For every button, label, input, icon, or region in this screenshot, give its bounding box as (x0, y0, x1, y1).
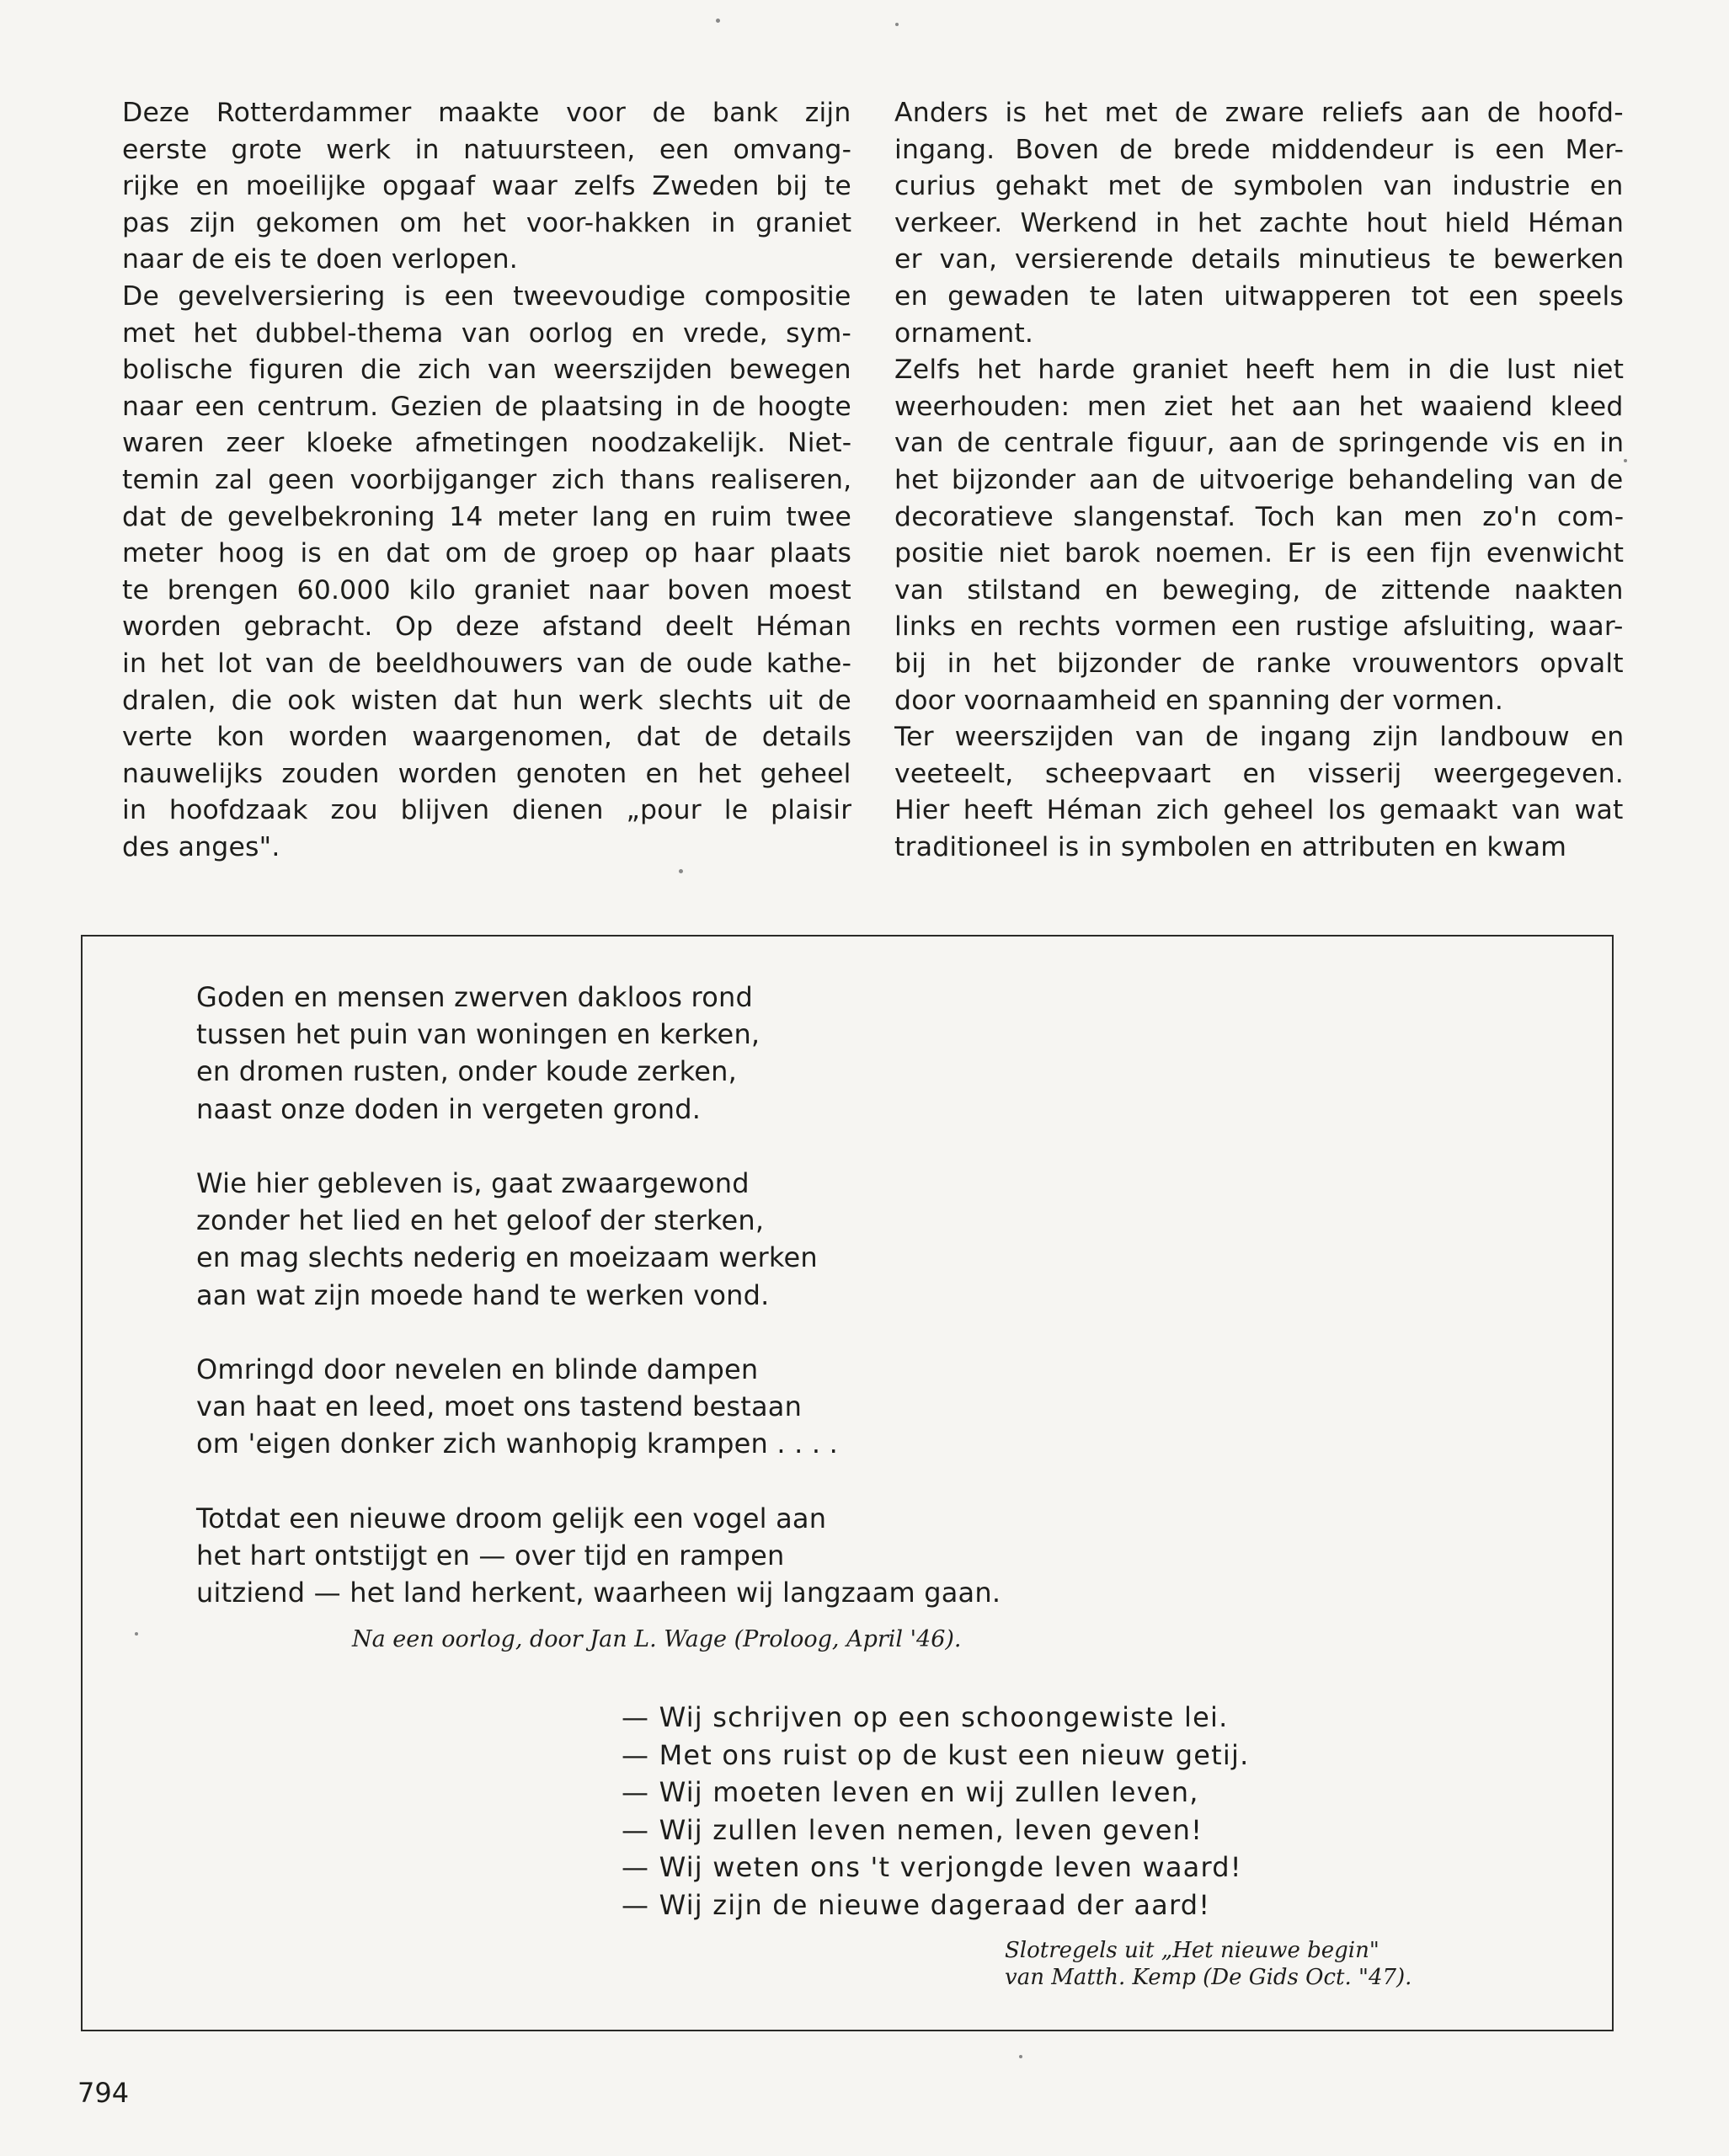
scan-speck (895, 23, 899, 26)
scan-speck (135, 1632, 138, 1636)
text-line: positie niet barok noemen. Er is een fijn evenwicht (894, 538, 1624, 569)
text-line: temin zal geen voorbijganger zich thans realiseren, (122, 464, 851, 495)
text-line: bij in het bijzonder de ranke vrouwentors opvalt (894, 648, 1624, 679)
text-line: dat de gevelbekroning 14 meter lang en ruim twee (122, 501, 851, 532)
text-line: rijke en moeilijke opgaaf waar zelfs Zweden bij te (122, 171, 851, 202)
attribution-line: Slotregels uit „Het nieuwe begin" (1005, 1938, 1379, 1963)
text-line: Ter weerszijden van de ingang zijn landbouw en (894, 722, 1624, 753)
verse-line: van haat en leed, moet ons tastend bestaan (196, 1390, 803, 1423)
poem-stanza-4 (196, 1500, 1001, 1612)
text-line: ornament. (894, 318, 1034, 349)
right-paragraph-2 (894, 352, 1624, 719)
verse-line: — Wij schrijven op een schoongewiste lei. (622, 1701, 1229, 1733)
left-paragraph-2 (122, 279, 851, 867)
text-line: nauwelijks zouden worden genoten en het geheel (122, 758, 851, 789)
text-line: De gevelversiering is een tweevoudige compositie (122, 280, 851, 312)
text-line: verkeer. Werkend in het zachte hout hield Héman (894, 207, 1624, 238)
poem-stanza-3 (196, 1351, 1001, 1463)
text-line: in hoofdzaak zou blijven dienen „pour le plaisir (122, 795, 851, 826)
verse-line: Goden en mensen zwerven dakloos rond (196, 981, 753, 1013)
text-line: er van, versierende details minutieus te bewerken (894, 244, 1624, 275)
text-line: Deze Rotterdammer maakte voor de bank zijn (122, 98, 851, 128)
poem-na-een-oorlog (196, 979, 1001, 1611)
scan-speck (1019, 2055, 1022, 2058)
text-line: in het lot van de beeldhouwers van de oude kathe- (122, 648, 851, 679)
text-line: veeteelt, scheepvaart en visserij weergegeven. (894, 758, 1624, 789)
verse-line: — Wij moeten leven en wij zullen leven, (622, 1776, 1199, 1809)
text-line: traditioneel is in symbolen en attributen en kwam (894, 831, 1567, 862)
text-line: waren zeer kloeke afmetingen noodzakelijk. Niet- (122, 428, 851, 459)
verse-line: tussen het puin van woningen en kerken, (196, 1018, 760, 1051)
scan-speck (679, 869, 683, 873)
verse-line: en mag slechts nederig en moeizaam werken (196, 1241, 818, 1274)
verse-line: aan wat zijn moede hand te werken vond. (196, 1278, 770, 1311)
text-line: verte kon worden waargenomen, dat de details (122, 722, 851, 753)
left-column (122, 95, 851, 866)
text-line: en gewaden te laten uitwapperen tot een speels (894, 280, 1624, 312)
verse-line: Omringd door nevelen en blinde dampen (196, 1353, 759, 1385)
verse-line: het hart ontstijgt en — over tijd en rampen (196, 1540, 785, 1572)
text-line: naar de eis te doen verlopen. (122, 244, 518, 275)
poem-stanza-2 (196, 1165, 1001, 1314)
text-line: links en rechts vormen een rustige afsluiting, waar- (894, 611, 1624, 643)
text-line: ingang. Boven de brede middendeur is een Mer- (894, 134, 1624, 165)
verse-line: — Wij weten ons 't verjongde leven waard! (622, 1851, 1242, 1884)
poem-2-attribution (1005, 1937, 1411, 1991)
verse-line: naast onze doden in vergeten grond. (196, 1092, 702, 1125)
verse-line: Wie hier gebleven is, gaat zwaargewond (196, 1167, 750, 1199)
poem-1-attribution: Na een oorlog, door Jan L. Wage (Proloog, April '46). (352, 1626, 962, 1652)
text-line: het bijzonder aan de uitvoerige behandeling van de (894, 464, 1624, 495)
text-line: door voornaamheid en spanning der vormen. (894, 685, 1504, 716)
right-column (894, 95, 1624, 866)
text-line: Anders is het met de zware reliefs aan de hoofd- (894, 98, 1624, 128)
text-line: van de centrale figuur, aan de springende vis en in (894, 428, 1624, 459)
text-line: Hier heeft Héman zich geheel los gemaakt van wat (894, 795, 1624, 826)
text-line: decoratieve slangenstaf. Toch kan men zo'n com- (894, 501, 1624, 532)
text-line: curius gehakt met de symbolen van industrie en (894, 171, 1624, 202)
verse-line: — Wij zijn de nieuwe dageraad der aard! (622, 1888, 1211, 1921)
page-number: 794 (77, 2077, 130, 2109)
text-line: weerhouden: men ziet het aan het waaiend kleed (894, 391, 1624, 422)
poem-het-nieuwe-begin (622, 1699, 1249, 1924)
verse-line: zonder het lied en het geloof der sterken, (196, 1204, 765, 1237)
verse-line: om 'eigen donker zich wanhopig krampen . . . . (196, 1428, 838, 1460)
text-line: eerste grote werk in natuursteen, een omvang- (122, 134, 851, 165)
text-line: pas zijn gekomen om het voor-hakken in graniet (122, 207, 851, 238)
left-paragraph-1 (122, 95, 851, 279)
text-line: te brengen 60.000 kilo graniet naar boven moest (122, 574, 851, 606)
text-line: worden gebracht. Op deze afstand deelt Héman (122, 611, 851, 643)
verse-line: en dromen rusten, onder koude zerken, (196, 1055, 737, 1088)
text-line: dralen, die ook wisten dat hun werk slechts uit de (122, 685, 851, 716)
poem-box (81, 935, 1614, 2031)
text-line: bolische figuren die zich van weerszijden bewegen (122, 355, 851, 386)
text-line: meter hoog is en dat om de groep op haar plaats (122, 538, 851, 569)
text-line: van stilstand en beweging, de zittende naakten (894, 574, 1624, 606)
text-line: naar een centrum. Gezien de plaatsing in de hoogte (122, 391, 851, 422)
right-paragraph-3 (894, 719, 1624, 866)
scan-speck (716, 19, 720, 23)
verse-line: uitziend — het land herkent, waarheen wij langzaam gaan. (196, 1577, 1001, 1609)
text-line: Zelfs het harde graniet heeft hem in die lust niet (894, 355, 1624, 386)
attribution-line: van Matth. Kemp (De Gids Oct. "47). (1005, 1965, 1412, 1990)
text-line: met het dubbel-thema van oorlog en vrede, sym- (122, 318, 851, 349)
scan-speck (1624, 459, 1627, 462)
text-line: des anges". (122, 831, 280, 862)
verse-line: — Met ons ruist op de kust een nieuw getij. (622, 1738, 1250, 1771)
verse-line: — Wij zullen leven nemen, leven geven! (622, 1813, 1203, 1846)
verse-line: Totdat een nieuwe droom gelijk een vogel aan (196, 1502, 827, 1534)
right-paragraph-1 (894, 95, 1624, 352)
poem-stanza-1 (196, 979, 1001, 1128)
